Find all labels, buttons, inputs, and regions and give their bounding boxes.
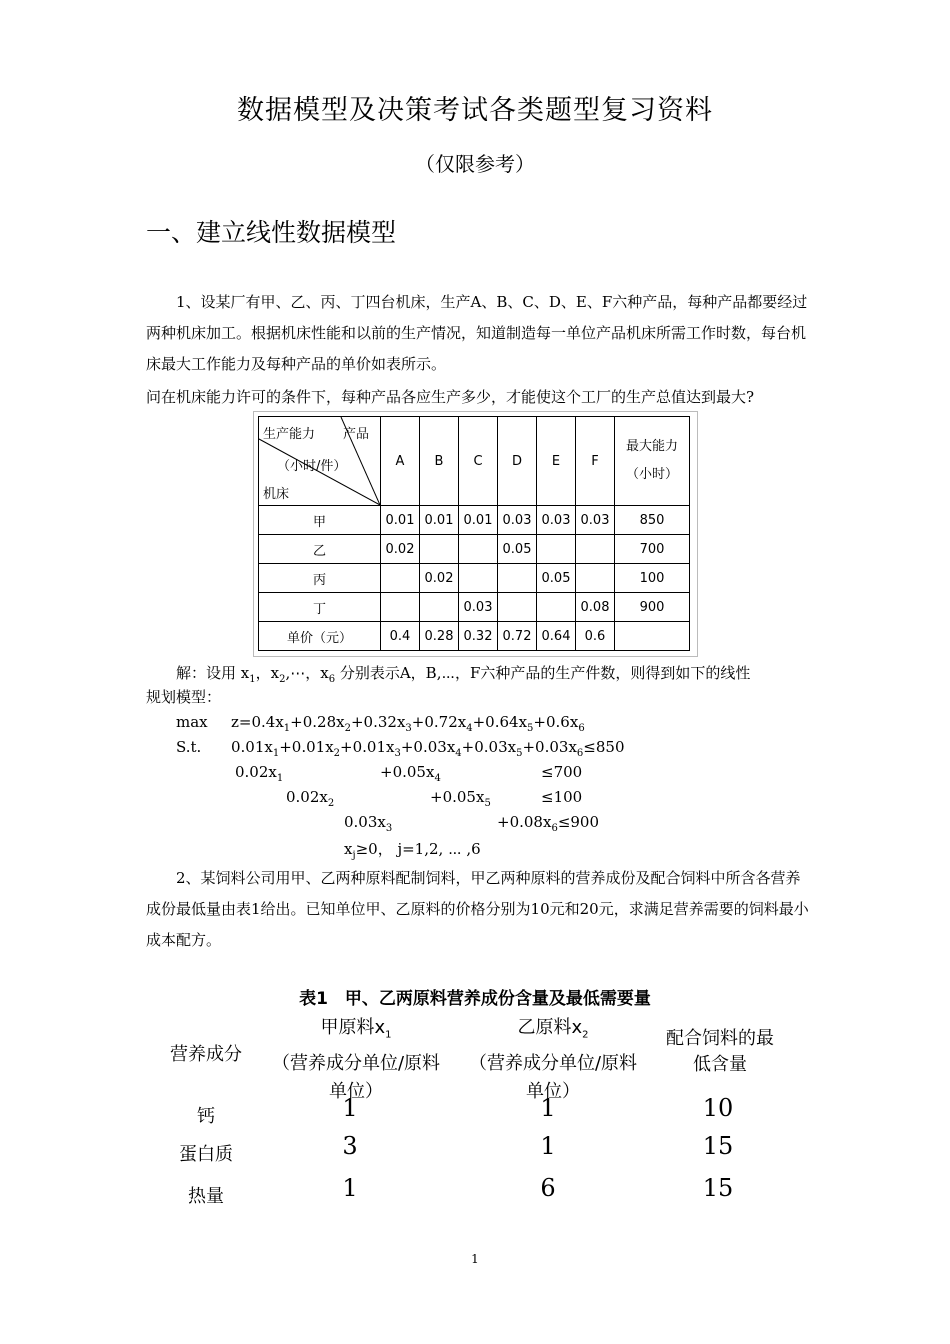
table1-cell: 1 — [342, 1174, 358, 1202]
table-cell — [576, 535, 615, 564]
table1-cell: 1 — [540, 1094, 556, 1122]
corner-top-left: 生产能力 — [263, 427, 316, 442]
col3-line2: 低含量 — [693, 1054, 747, 1075]
table1-caption: 表1 甲、乙两原料营养成份含量及最低需要量 — [299, 989, 651, 1009]
table-cell: 0.01 — [420, 506, 459, 535]
table-cell: 0.08 — [576, 593, 615, 622]
table-cell: 0.03 — [498, 506, 537, 535]
capacity-header — [615, 417, 690, 506]
machine-table — [258, 416, 690, 651]
table1-cell: 15 — [702, 1132, 734, 1160]
corner-middle: （小时/件） — [277, 459, 347, 474]
table-cell — [576, 564, 615, 593]
capacity-cell — [615, 622, 690, 651]
constraint-2b: $+0.05x_4$ — [380, 763, 441, 784]
section-heading: 一、建立线性数据模型 — [146, 218, 397, 247]
table-cell: 0.32 — [459, 622, 498, 651]
table-cell — [537, 593, 576, 622]
constraint-2c: ≤700 — [541, 763, 583, 781]
table-cell: 0.03 — [576, 506, 615, 535]
nonnegativity: $x_j\ge 0$， j=1,2, ⋯ ,6 — [344, 840, 481, 861]
col1-line1-text: 甲原料x — [320, 1017, 386, 1038]
capacity-header-line2: （小时） — [625, 467, 678, 482]
table1-cell: 6 — [540, 1174, 556, 1202]
table1-cell: 15 — [702, 1174, 734, 1202]
col2-line1-text: 乙原料x — [517, 1017, 583, 1038]
capacity-cell: 700 — [615, 535, 690, 564]
table-row — [259, 535, 690, 564]
max-label: max — [176, 713, 208, 731]
table-cell: 0.05 — [537, 564, 576, 593]
corner-bottom: 机床 — [263, 487, 290, 502]
table-corner-cell — [259, 417, 381, 506]
capacity-header-line1: 最大能力 — [625, 439, 678, 454]
nutrient-name: 蛋白质 — [179, 1144, 233, 1165]
constraint-3b: $+0.05x_5$ — [430, 788, 491, 809]
col1-line2: （营养成分单位/原料 — [271, 1052, 441, 1074]
table1-cell: 3 — [342, 1132, 358, 1160]
col2-line3: 单位） — [526, 1080, 580, 1102]
product-header: E — [537, 417, 576, 506]
table-cell: 0.03 — [537, 506, 576, 535]
machine-table-frame — [253, 411, 698, 657]
solution-intro-a: 解：设用 x — [176, 664, 250, 682]
table1-col-header-1 — [258, 1014, 454, 1106]
col2-line2: （营养成分单位/原料 — [468, 1052, 638, 1074]
constraint-3c: ≤100 — [541, 788, 583, 806]
table1-cell: 1 — [540, 1132, 556, 1160]
constraint-4b: $+0.08x_6\le 900$ — [497, 813, 600, 834]
table-row — [259, 506, 690, 535]
constraint-4a: $0.03x_3$ — [344, 813, 393, 834]
table1-col-header-2 — [458, 1014, 648, 1106]
table-cell: 0.72 — [498, 622, 537, 651]
table-cell — [459, 564, 498, 593]
table-cell — [420, 593, 459, 622]
table-cell: 0.4 — [381, 622, 420, 651]
corner-top-right: 产品 — [343, 427, 370, 442]
table-cell — [381, 593, 420, 622]
table-cell: 0.02 — [381, 535, 420, 564]
table-cell — [420, 535, 459, 564]
table-cell: 0.01 — [381, 506, 420, 535]
constraint-3a: $0.02x_2$ — [286, 788, 335, 809]
machine-name: 乙 — [259, 535, 381, 564]
table-cell: 0.03 — [459, 593, 498, 622]
col1-subscript: 1 — [385, 1029, 392, 1041]
constraint-2a: $0.02x_1$ — [235, 763, 284, 784]
table-cell: 0.6 — [576, 622, 615, 651]
capacity-cell: 900 — [615, 593, 690, 622]
table1-cell: 10 — [702, 1094, 734, 1122]
problem1-text: 1、设某厂有甲、乙、丙、丁四台机床，生产A、B、C、D、E、F六种产品，每种产品都要经过两种机床加工。根据机床性能和以前的生产情况，知道制造每一单位产品机床所需工作时数，每台机床最大工作能力及每种产品的单价如表所示。 — [146, 293, 808, 373]
table-row — [259, 564, 690, 593]
solution-intro-d: 分别表示A，B,⋯，F六种产品的生产件数，则得到如下的线性 — [339, 664, 751, 682]
solution-intro: 解：设用 $x_1$，$x_2,\cdots$，$x_6$ 分别表示A，B,⋯，F六种产品的生产件数，则得到如下的线性 — [176, 664, 751, 685]
table-cell — [459, 535, 498, 564]
product-header: B — [420, 417, 459, 506]
solution-intro-c: ,⋯，x — [285, 664, 329, 682]
table1-cell: 1 — [342, 1094, 358, 1122]
table-cell: 0.02 — [420, 564, 459, 593]
nutrient-name: 热量 — [188, 1186, 224, 1207]
problem2-text: 2、某饲料公司用甲、乙两种原料配制饲料，甲乙两种原料的营养成份及配合饲料中所含各营养成份最低量由表1给出。已知单位甲、乙原料的价格分别为10元和20元，求满足营养需要的饲料最小成本配方。 — [146, 869, 809, 949]
price-label: 单价（元） — [259, 622, 381, 651]
col1-line3: 单位） — [329, 1080, 383, 1102]
nutrient-name: 钙 — [197, 1106, 215, 1127]
st-label: S.t. — [176, 738, 202, 756]
col2-line1 — [458, 1014, 648, 1050]
table-row — [259, 593, 690, 622]
constraint-1: $0.01x_1+0.01x_2+0.01x_3+0.03x_4+0.03x_5+0.03x_6\le 850$ — [231, 738, 625, 759]
page-title: 数据模型及决策考试各类题型复习资料 — [237, 95, 713, 126]
page-number: 1 — [471, 1252, 479, 1266]
table-row — [259, 622, 690, 651]
table1-col-header-3 — [652, 1026, 788, 1078]
product-header: F — [576, 417, 615, 506]
product-header: D — [498, 417, 537, 506]
col1-line1 — [258, 1014, 454, 1050]
table-cell: 0.28 — [420, 622, 459, 651]
table-cell: 0.64 — [537, 622, 576, 651]
objective-function: $z=0.4x_1+0.28x_2+0.32x_3+0.72x_4+0.64x_5+0.6x_6$ — [231, 713, 585, 734]
table-cell — [498, 593, 537, 622]
col2-subscript: 2 — [582, 1029, 589, 1041]
problem1-question: 问在机床能力许可的条件下，每种产品各应生产多少，才能使这个工厂的生产总值达到最大? — [146, 388, 755, 406]
machine-name: 丁 — [259, 593, 381, 622]
solution-intro-b: ，x — [255, 664, 280, 682]
table-cell — [498, 564, 537, 593]
nonnegativity-text: ≥0， j=1,2, ⋯ ,6 — [355, 840, 481, 858]
machine-name: 甲 — [259, 506, 381, 535]
solution-intro-line2: 规划模型： — [146, 688, 222, 706]
col3-line1: 配合饲料的最 — [666, 1028, 774, 1049]
table-cell — [537, 535, 576, 564]
product-header: A — [381, 417, 420, 506]
table-cell — [381, 564, 420, 593]
table-cell: 0.01 — [459, 506, 498, 535]
machine-name: 丙 — [259, 564, 381, 593]
page-subtitle: （仅限参考） — [415, 152, 535, 176]
capacity-cell: 850 — [615, 506, 690, 535]
product-header: C — [459, 417, 498, 506]
capacity-cell: 100 — [615, 564, 690, 593]
table-cell: 0.05 — [498, 535, 537, 564]
table1-col-header-0: 营养成分 — [170, 1044, 242, 1065]
